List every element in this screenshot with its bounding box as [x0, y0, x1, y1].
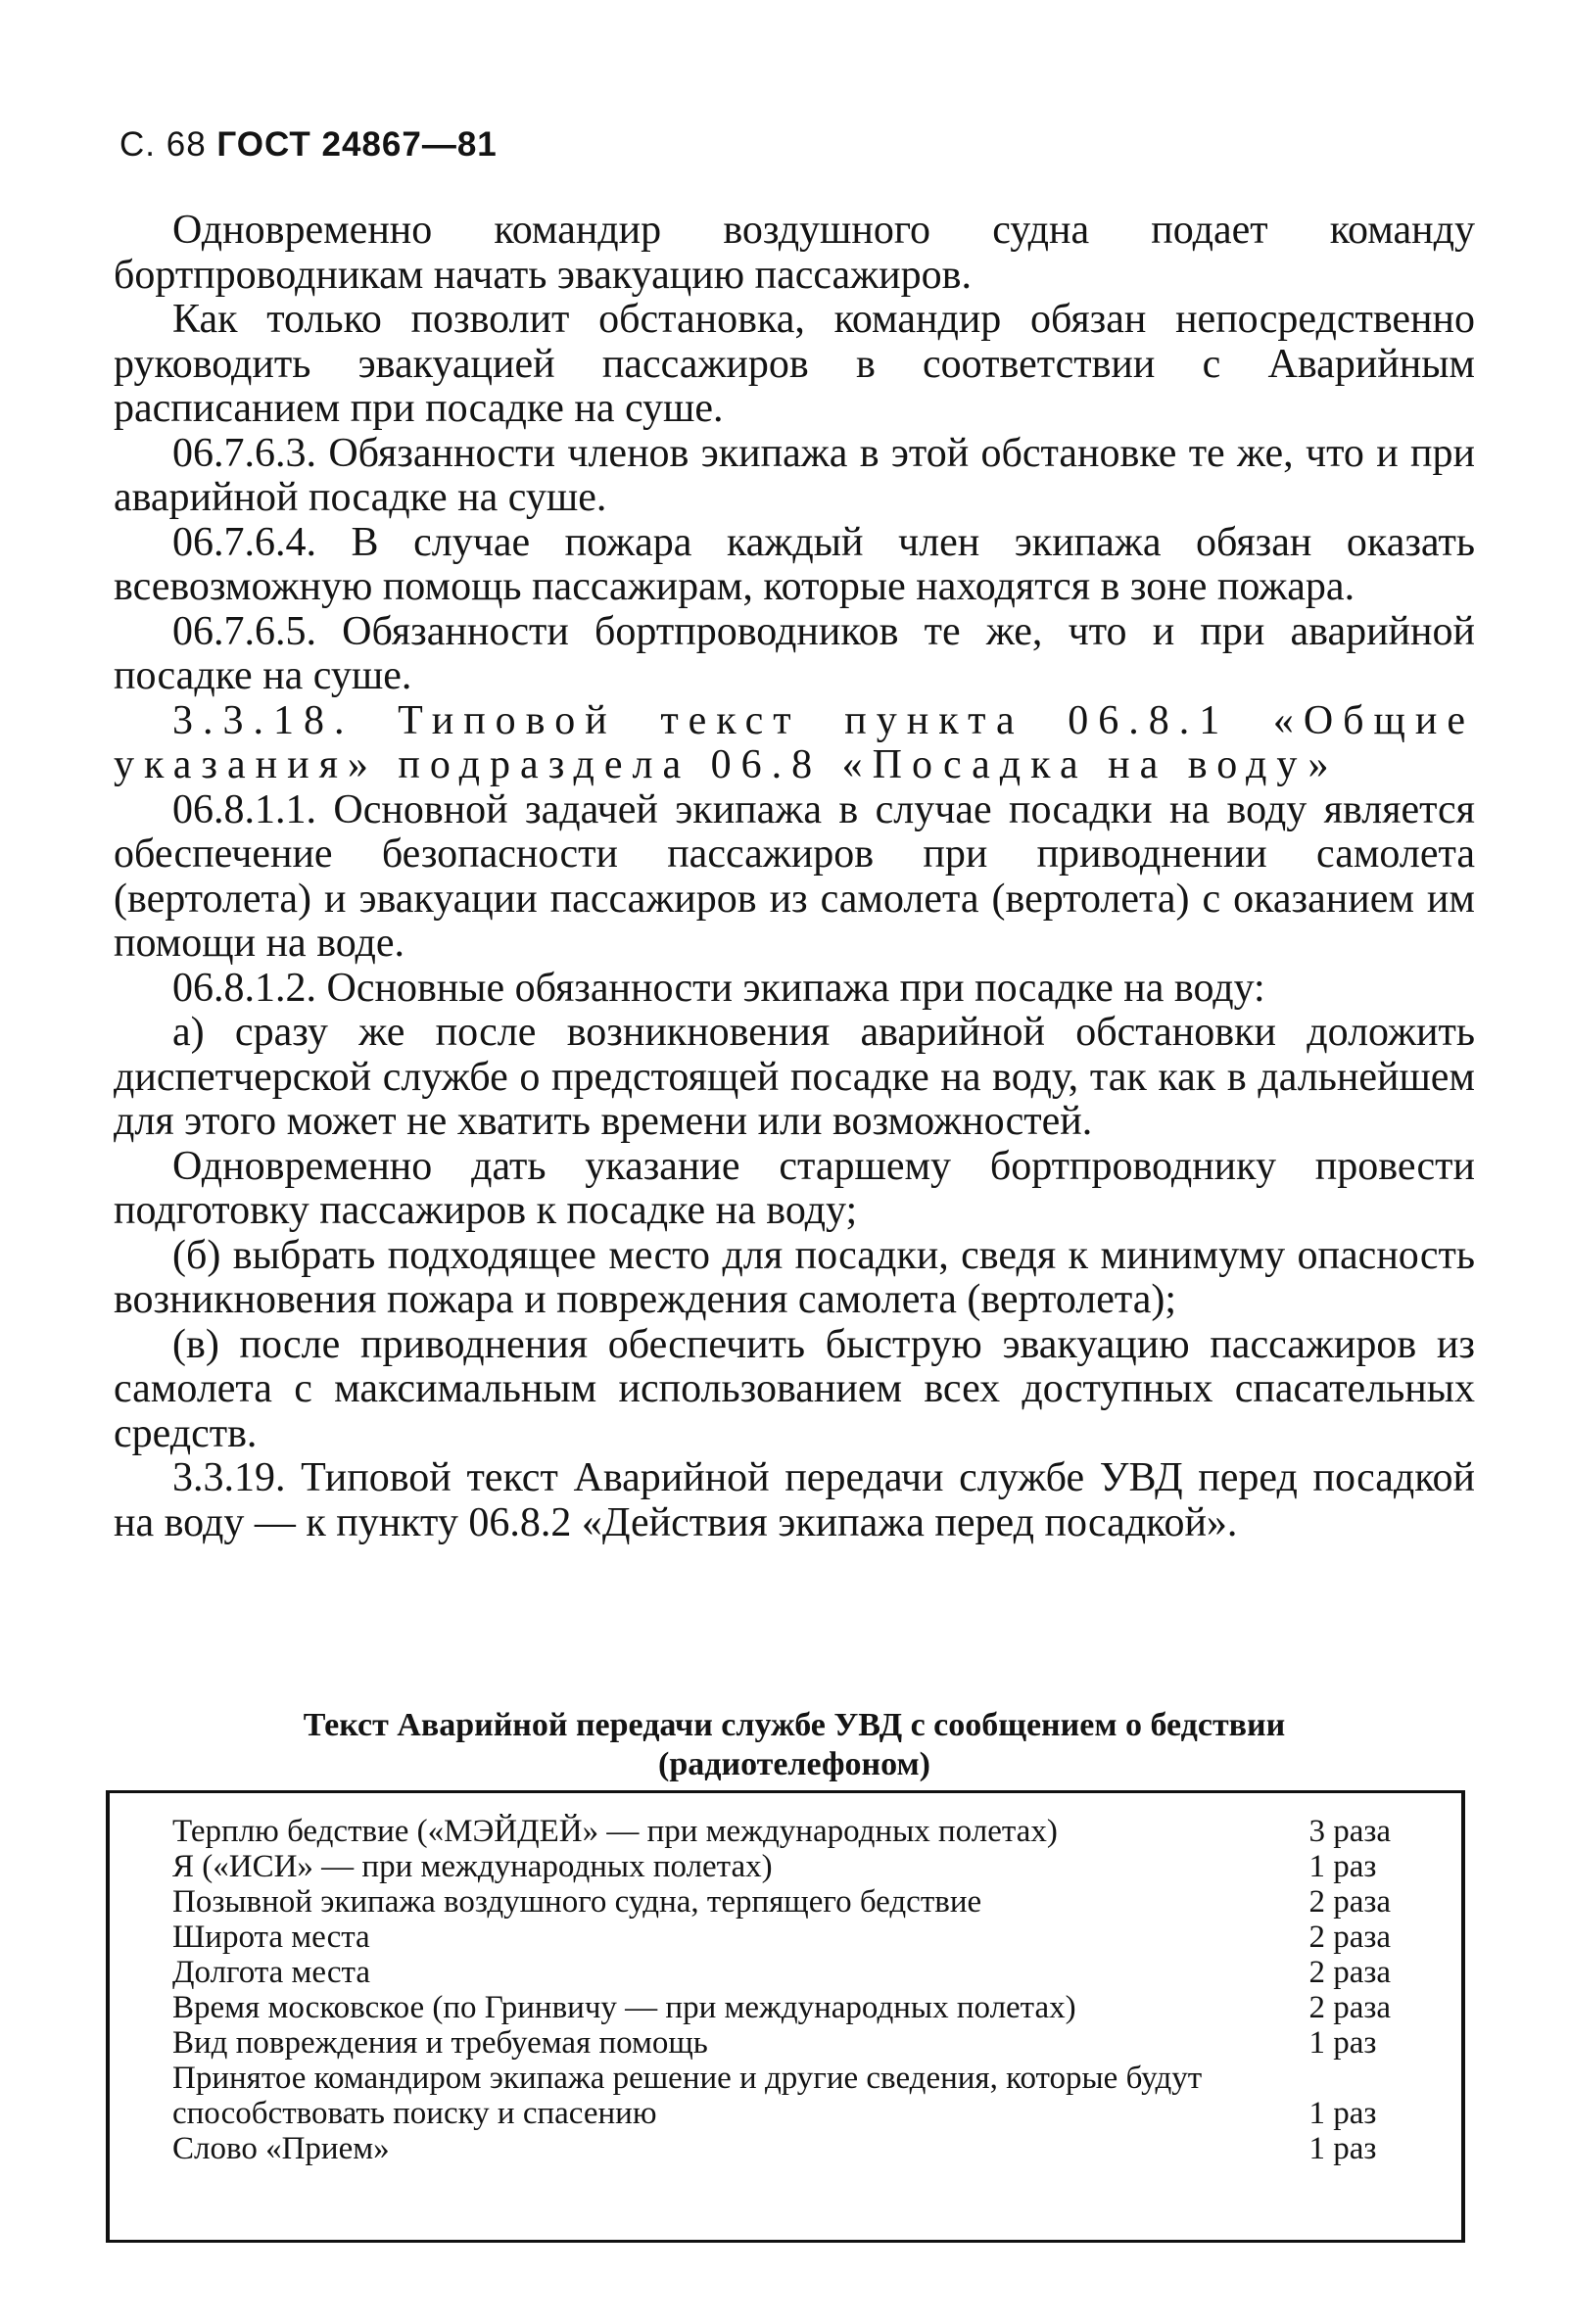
row-count: 2 раза	[1308, 1884, 1392, 1920]
row-count: 1 раз	[1308, 1849, 1377, 1884]
table-caption-line: (радиотелефоном)	[658, 1746, 930, 1782]
paragraph: 3.3.19. Типовой текст Аварийной передачи службе УВД перед посадкой на воду — к пункту 06.8.2 «Действия экипажа перед посадкой».	[114, 1455, 1475, 1545]
row-item: Время московское (по Гринвичу — при международных полетах)	[172, 1990, 1076, 2025]
paragraph: Одновременно дать указание старшему бортпроводнику провести подготовку пассажиров к посадке на воду;	[114, 1143, 1475, 1233]
table-row	[172, 2131, 1416, 2166]
table-bottom-rule	[108, 2240, 1465, 2243]
section-heading: 3.3.18. Типовой текст пункта 06.8.1 «Общие указания» подраздела 06.8 «Посадка на воду»	[114, 697, 1475, 787]
paragraph: 06.7.6.3. Обязанности членов экипажа в этой обстановке те же, что и при аварийной посадке на суше.	[114, 430, 1475, 520]
row-count: 1 раз	[1308, 2025, 1377, 2061]
row-count: 1 раз	[1308, 2096, 1377, 2131]
table-caption-line: Текст Аварийной передачи службе УВД с сообщением о бедствии	[303, 1707, 1286, 1743]
distress-message-table	[106, 1790, 1465, 2243]
standard-number: ГОСТ 24867—81	[216, 125, 498, 164]
table-row	[172, 1814, 1416, 1849]
paragraph: 06.8.1.2. Основные обязанности экипажа при посадке на воду:	[172, 965, 1265, 1011]
row-item: Широта места	[172, 1920, 370, 1955]
table-row	[172, 1920, 1416, 1955]
table-right-rule	[1461, 1790, 1465, 2243]
row-item: Слово «Прием»	[172, 2131, 390, 2166]
table-left-rule	[106, 1790, 110, 2243]
table-row	[172, 1990, 1416, 2025]
table-row	[172, 1849, 1416, 1884]
row-item: Долгота места	[172, 1955, 371, 1990]
table-row	[172, 2025, 1416, 2061]
row-count: 2 раза	[1308, 1920, 1392, 1955]
row-item: Я («ИСИ» — при международных полетах)	[172, 1849, 773, 1884]
row-count: 3 раза	[1308, 1814, 1392, 1849]
table-caption	[114, 1706, 1475, 1784]
document-body	[114, 209, 1475, 1545]
table-row	[172, 2061, 1416, 2131]
row-item: Принятое командиром экипажа решение и другие сведения, которые будут способствовать поиску и спасению	[172, 2061, 1203, 2131]
row-count: 2 раза	[1308, 1955, 1392, 1990]
row-item: Позывной экипажа воздушного судна, терпящего бедствие	[172, 1884, 982, 1920]
row-item: Терплю бедствие («МЭЙДЕЙ» — при международных полетах)	[172, 1814, 1058, 1849]
paragraph: 06.7.6.5. Обязанности бортпроводников те же, что и при аварийной посадке на суше.	[114, 608, 1475, 698]
table-row	[172, 1884, 1416, 1920]
list-item: (б) выбрать подходящее место для посадки, сведя к минимуму опасность возникновения пожара и повреждения самолета (вертолета);	[114, 1232, 1475, 1322]
paragraph: 06.7.6.4. В случае пожара каждый член экипажа обязан оказать всевозможную помощь пассажирам, которые находятся в зоне пожара.	[114, 519, 1475, 609]
table-row	[172, 1955, 1416, 1990]
row-item: Вид повреждения и требуемая помощь	[172, 2025, 708, 2061]
page-header	[119, 125, 498, 165]
table-rows	[172, 1814, 1416, 2166]
list-item: а) сразу же после возникновения аварийной обстановки доложить диспетчерской службе о предстоящей посадке на воду, так как в дальнейшем для этого может не хватить времени или возможностей.	[114, 1010, 1475, 1144]
row-count: 2 раза	[1308, 1990, 1392, 2025]
list-item: (в) после приводнения обеспечить быструю эвакуацию пассажиров из самолета с максимальным использованием всех доступных спасательных средств.	[114, 1321, 1475, 1456]
row-count: 1 раз	[1308, 2131, 1377, 2166]
page-number: С. 68	[119, 125, 207, 164]
paragraph: Как только позволит обстановка, командир обязан непосредственно руководить эвакуацией пассажиров в соответствии с Аварийным расписанием при посадке на суше.	[114, 297, 1475, 431]
paragraph: Одновременно командир воздушного судна подает команду бортпроводникам начать эвакуацию пассажиров.	[114, 208, 1475, 298]
paragraph: 06.8.1.1. Основной задачей экипажа в случае посадки на воду является обеспечение безопасности пассажиров при приводнении самолета (вертолета) и эвакуации пассажиров из самолета (вертолета) с оказанием им помощи на воде.	[114, 786, 1475, 966]
table-top-rule	[108, 1790, 1465, 1793]
